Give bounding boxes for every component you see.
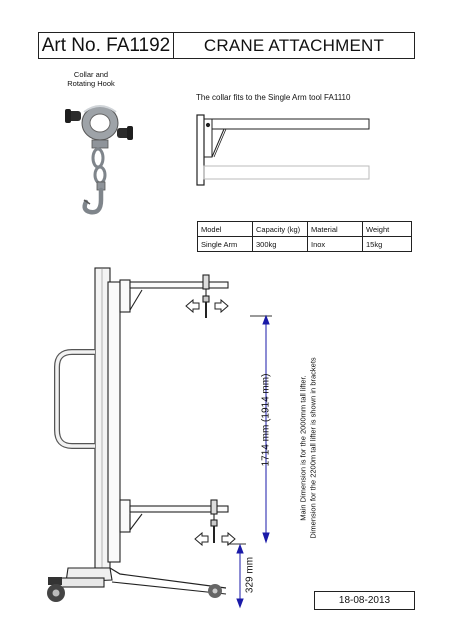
header-material: Material bbox=[308, 222, 363, 237]
dimension-note-line2: Dimension for the 2200m tall lifter is shown in brackets bbox=[308, 357, 318, 539]
document-title: CRANE ATTACHMENT bbox=[203, 35, 385, 55]
left-knob-icon bbox=[65, 109, 81, 123]
main-dimension-label: 1714 mm (1914 mm) bbox=[260, 373, 272, 467]
document-date: 18-08-2013 bbox=[314, 591, 415, 610]
front-wheel-icon bbox=[208, 584, 222, 598]
header-weight: Weight bbox=[363, 222, 412, 237]
single-arm-side-view bbox=[197, 115, 369, 185]
header-model: Model bbox=[198, 222, 253, 237]
dimension-note-line1: Main Dimension is for the 2000mm tall lifter. bbox=[298, 375, 308, 521]
compatibility-note: The collar fits to the Single Arm tool FA1110 bbox=[196, 93, 351, 102]
cell-material: Inox bbox=[308, 237, 363, 252]
small-dimension-label: 329 mm bbox=[244, 556, 256, 594]
header-capacity: Capacity (kg) bbox=[253, 222, 308, 237]
hook-chain-icon bbox=[84, 140, 108, 212]
cell-weight: 15kg bbox=[363, 237, 412, 252]
right-knob-icon bbox=[117, 126, 133, 140]
collar-ring-icon bbox=[82, 106, 118, 140]
small-dimension-line bbox=[227, 544, 246, 607]
cell-model: Single Arm bbox=[198, 237, 253, 252]
collar-caption-line1: Collar and bbox=[73, 70, 109, 79]
cell-capacity: 300kg bbox=[253, 237, 308, 252]
article-number: Art No. FA1192 bbox=[39, 33, 174, 58]
collar-hook-illustration bbox=[65, 106, 133, 212]
collar-caption-line2: Rotating Hook bbox=[67, 79, 115, 88]
